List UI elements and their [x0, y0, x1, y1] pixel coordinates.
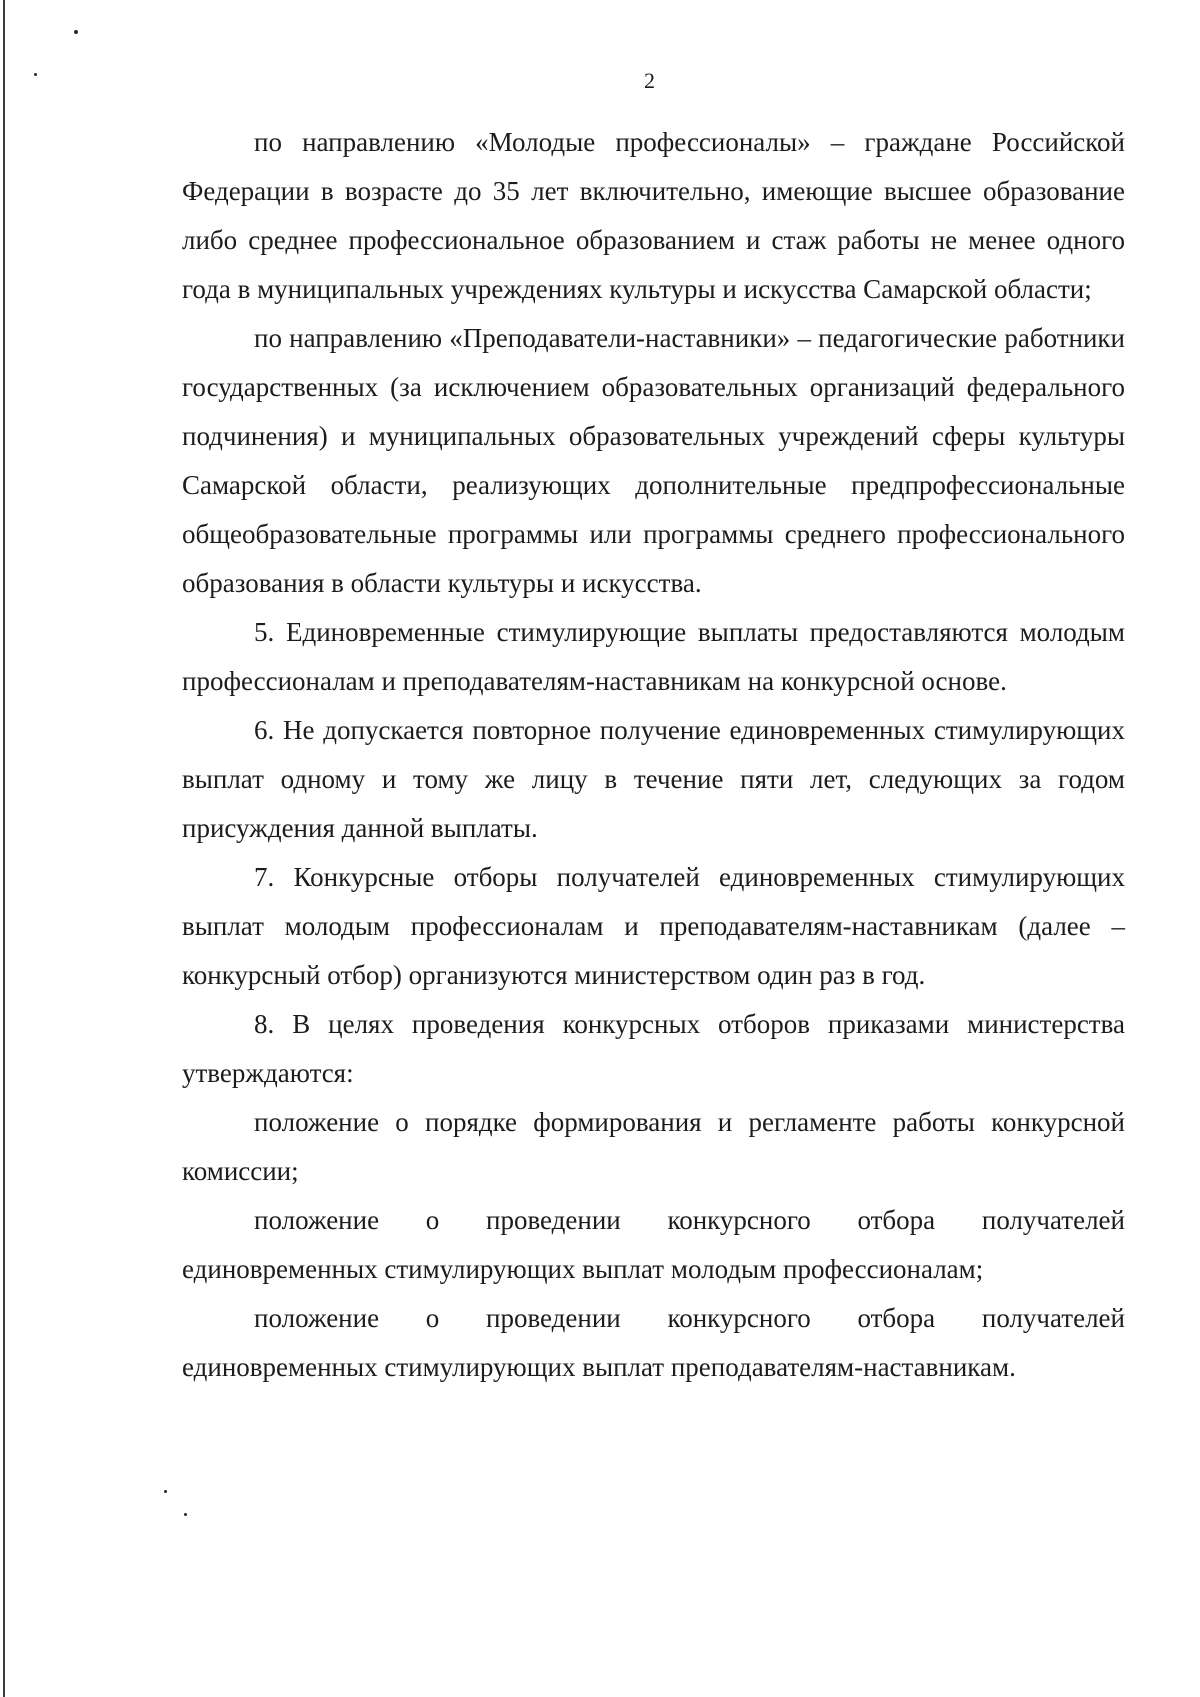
scan-edge-line [3, 0, 5, 1697]
paragraph-selection-teachers-mentors: положение о проведении конкурсного отбора получателей единовременных стимулирующих выплат преподавателям-наставникам. [182, 1303, 1125, 1382]
paragraph-item-7: 7. Конкурсные отборы получателей единовременных стимулирующих выплат молодым профессионалам и преподавателям-наставникам (далее – конкурсный отбор) организуются министерством один раз в год. [182, 862, 1125, 990]
paragraph-item-5: 5. Единовременные стимулирующие выплаты предоставляются молодым профессионалам и преподавателям-наставникам на конкурсной основе. [182, 617, 1125, 696]
scan-speck [34, 73, 37, 76]
paragraph-item-6: 6. Не допускается повторное получение единовременных стимулирующих выплат одному и тому же лицу в течение пяти лет, следующих за годом присуждения данной выплаты. [182, 715, 1125, 843]
page-number: 2 [644, 68, 655, 93]
paragraph-teachers-mentors: по направлению «Преподаватели-наставники» – педагогические работники государственных (за исключением образовательных организаций федерального подчинения) и муниципальных образовательных учреждений сферы культуры Самарской области, реализующих дополнительные предпрофессиональные общеобразовательные программы или программы среднего профессионального образования в области культуры и искусства. [182, 323, 1125, 598]
scan-speck [164, 1490, 167, 1493]
paragraph-selection-young-professionals: положение о проведении конкурсного отбора получателей единовременных стимулирующих выплат молодым профессионалам; [182, 1205, 1125, 1284]
scan-speck [74, 30, 78, 34]
document-body [182, 118, 1125, 1392]
paragraph-commission-regulation: положение о порядке формирования и регламенте работы конкурсной комиссии; [182, 1107, 1125, 1186]
paragraph-item-8: 8. В целях проведения конкурсных отборов приказами министерства утверждаются: [182, 1009, 1125, 1088]
scan-speck [184, 1513, 187, 1516]
paragraph-young-professionals: по направлению «Молодые профессионалы» – граждане Российской Федерации в возрасте до 35 лет включительно, имеющие высшее образование либо среднее профессиональное образованием и стаж работы не менее одного года в муниципальных учреждениях культуры и искусства Самарской области; [182, 127, 1125, 304]
